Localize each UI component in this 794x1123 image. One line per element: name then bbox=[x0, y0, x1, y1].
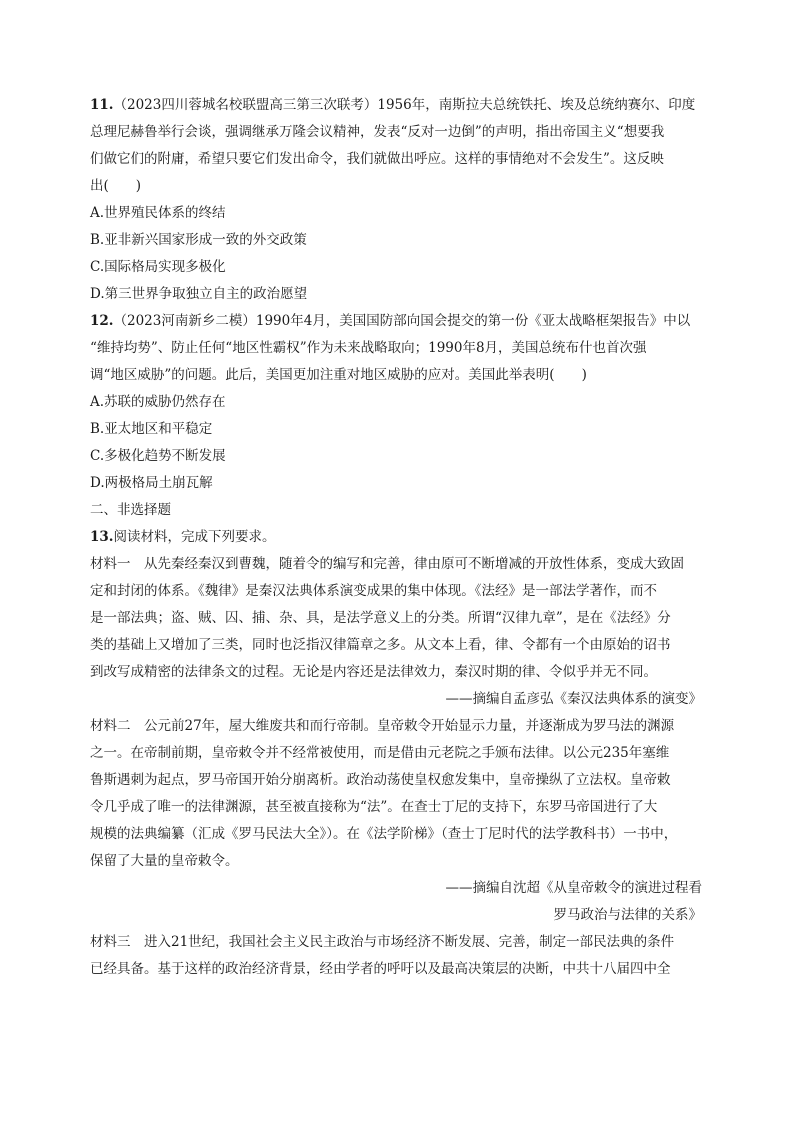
q13-number: 13. bbox=[90, 529, 114, 545]
q12-option-d: D.两极格局土崩瓦解 bbox=[90, 475, 213, 491]
q12-option-a: A.苏联的威胁仍然存在 bbox=[90, 394, 226, 410]
q12-number: 12. bbox=[90, 313, 114, 329]
material-2-line-2: 之一。在帝制前期，皇帝敕令并不经常被使用，而是借由元老院之手颁布法律。以公元235年塞维 bbox=[90, 745, 670, 761]
q13-intro: 13.阅读材料，完成下列要求。 bbox=[90, 529, 276, 545]
material-3-line-1: 材料三 进入21世纪，我国社会主义民主政治与市场经济不断发展、完善，制定一部民法典的条件 bbox=[90, 934, 675, 950]
q11-option-c: C.国际格局实现多极化 bbox=[90, 259, 226, 275]
q12-option-c: C.多极化趋势不断发展 bbox=[90, 448, 226, 464]
q11-line-4: 出( ) bbox=[90, 178, 142, 194]
q12-option-b: B.亚太地区和平稳定 bbox=[90, 421, 213, 437]
q11-line-1: 11.（2023四川蓉城名校联盟高三第三次联考）1956年，南斯拉夫总统铁托、埃及总统纳赛尔、印度 bbox=[90, 97, 696, 113]
material-2-line-6: 保留了大量的皇帝敕令。 bbox=[90, 853, 239, 869]
material-1-line-5: 到改写成精密的法律条文的过程。无论是内容还是法律效力，秦汉时期的律、令似乎并无不同。 bbox=[90, 664, 657, 680]
material-2-source-1: ——摘编自沈超《从皇帝敕令的演进过程看 bbox=[445, 880, 702, 896]
material-2-line-5: 规模的法典编纂（汇成《罗马民法大全》）。在《法学阶梯》（查士丁尼时代的法学教科书）一书中， bbox=[90, 826, 678, 842]
material-1-line-1: 材料一 从先秦经秦汉到曹魏，随着令的编写和完善，律由原可不断增减的开放性体系，变成大致固 bbox=[90, 556, 684, 572]
material-2-line-3: 鲁斯遇刺为起点，罗马帝国开始分崩离析。政治动荡使皇权愈发集中，皇帝操纵了立法权。皇帝敕 bbox=[90, 772, 671, 788]
q11-line-3: 们做它们的附庸，希望只要它们发出命令，我们就做出呼应。这样的事情绝对不会发生”。这反映 bbox=[90, 151, 664, 167]
q12-line-2: “维持均势”、防止任何“地区性霸权”作为未来战略取向；1990年8月，美国总统布什也首次强 bbox=[90, 340, 647, 356]
material-1-line-4: 类的基础上又增加了三类，同时也泛指汉律篇章之多。从文本上看，律、令都有一个由原始的诏书 bbox=[90, 637, 671, 653]
material-2-source-2: 罗马政治与法律的关系》 bbox=[553, 907, 702, 923]
material-1-line-2: 定和封闭的体系。《魏律》是秦汉法典体系演变成果的集中体现。《法经》是一部法学著作，而不 bbox=[90, 583, 657, 599]
q11-option-a: A.世界殖民体系的终结 bbox=[90, 205, 226, 221]
q12-line-1: 12.（2023河南新乡二模）1990年4月，美国国防部向国会提交的第一份《亚太战略框架报告》中以 bbox=[90, 313, 691, 329]
material-2-line-4: 令几乎成了唯一的法律渊源，甚至被直接称为“法”。在查士丁尼的支持下，东罗马帝国进行了大 bbox=[90, 799, 658, 815]
material-3-line-2: 已经具备。基于这样的政治经济背景，经由学者的呼吁以及最高决策层的决断，中共十八届四中全 bbox=[90, 961, 671, 977]
material-1-source: ——摘编自孟彦弘《秦汉法典体系的演变》 bbox=[445, 691, 702, 707]
material-1-line-3: 是一部法典；盗、贼、囚、捕、杂、具，是法学意义上的分类。所谓“汉律九章”，是在《法经》分 bbox=[90, 610, 671, 626]
q11-line-2: 总理尼赫鲁举行会谈，强调继承万隆会议精神，发表“反对一边倒”的声明，指出帝国主义“想要我 bbox=[90, 124, 665, 140]
q11-option-b: B.亚非新兴国家形成一致的外交政策 bbox=[90, 232, 307, 248]
material-2-line-1: 材料二 公元前27年，屋大维废共和而行帝制。皇帝敕令开始显示力量，并逐渐成为罗马法的渊源 bbox=[90, 718, 675, 734]
q12-line-3: 调“地区威胁”的问题。此后，美国更加注重对地区威胁的应对。美国此举表明( ) bbox=[90, 367, 587, 383]
document-page bbox=[90, 92, 702, 983]
section-heading: 二、非选择题 bbox=[90, 502, 171, 518]
q11-number: 11. bbox=[90, 97, 114, 113]
q11-option-d: D.第三世界争取独立自主的政治愿望 bbox=[90, 286, 308, 302]
